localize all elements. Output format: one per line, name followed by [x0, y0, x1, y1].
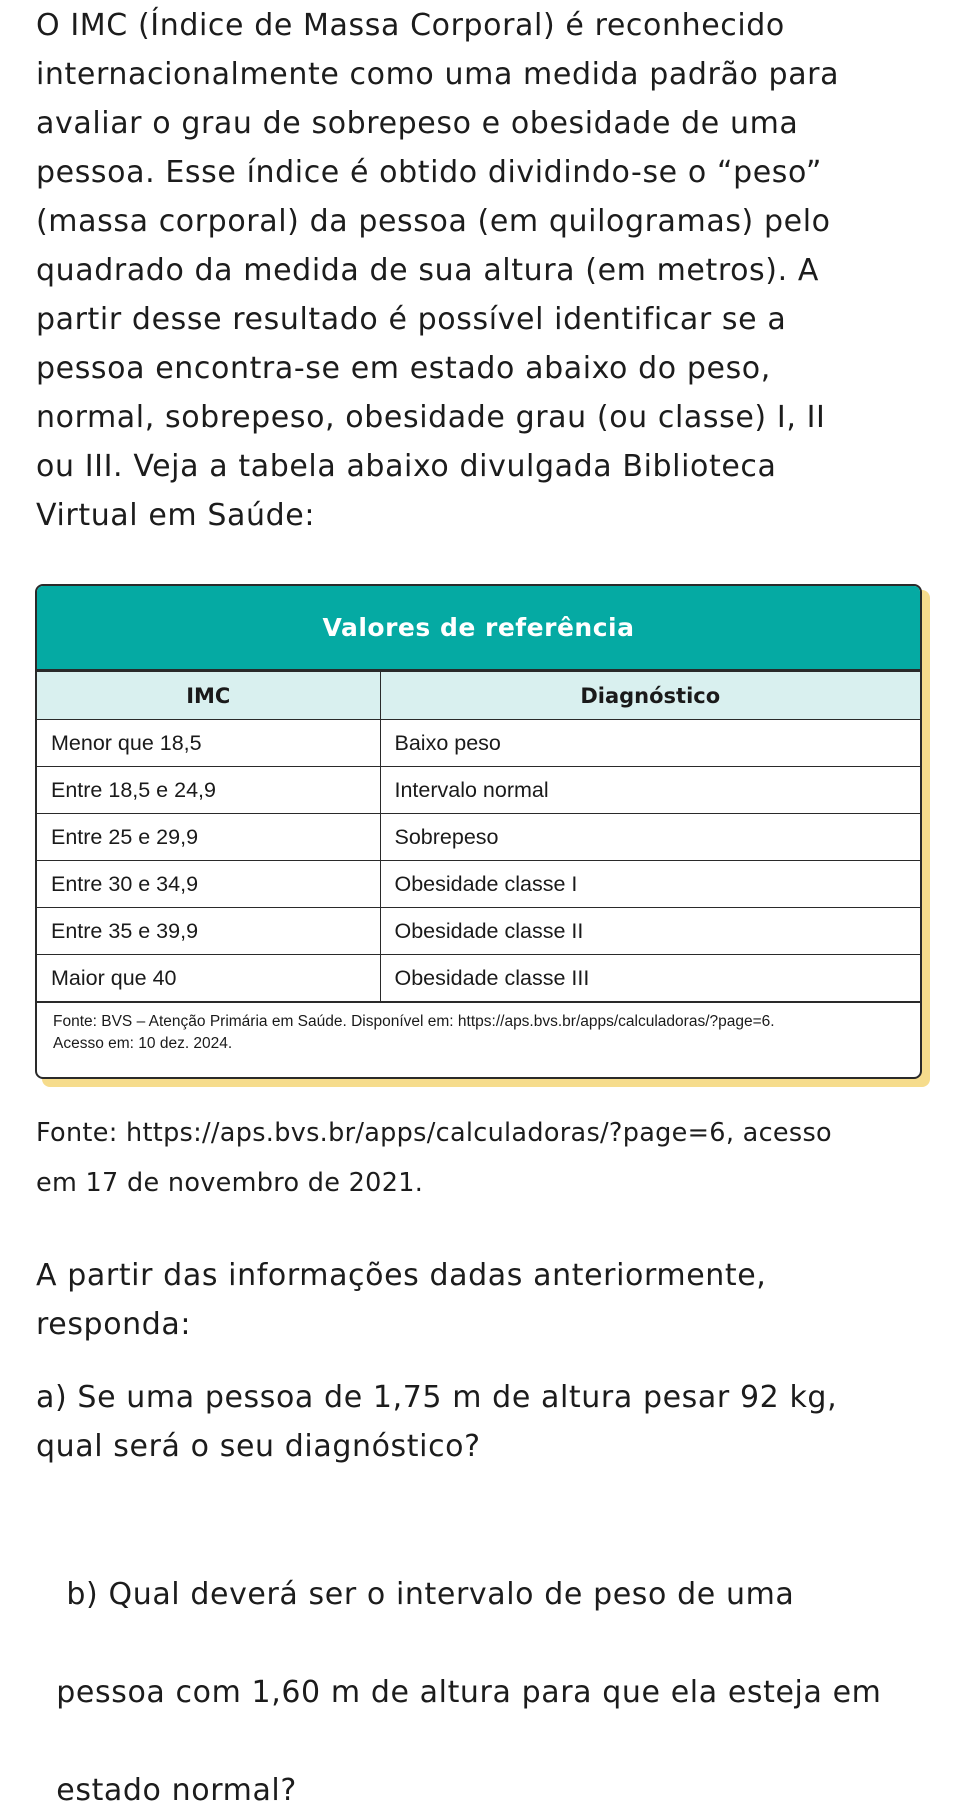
diagnosis-cell: Sobrepeso — [380, 814, 920, 861]
intro-line: internacionalmente como uma medida padrão para — [36, 57, 840, 92]
fonte-line: Fonte: https://aps.bvs.br/apps/calculadoras/?page=6, acesso — [36, 1118, 832, 1148]
diagnosis-cell: Obesidade classe II — [380, 908, 920, 955]
question-b-line: estado normal? — [56, 1773, 297, 1808]
header-imc: IMC — [37, 672, 380, 720]
intro-paragraph — [36, 1, 941, 540]
header-diagnostico: Diagnóstico — [380, 672, 920, 720]
table-row — [37, 720, 920, 767]
intro-line: ou III. Veja a tabela abaixo divulgada Biblioteca — [36, 449, 777, 484]
prompt-paragraph — [36, 1251, 941, 1349]
table-source-note — [37, 1003, 920, 1055]
prompt-line: responda: — [36, 1307, 192, 1342]
question-b-line: b) Qual deverá ser o intervalo de peso de uma — [56, 1577, 795, 1612]
intro-line: normal, sobrepeso, obesidade grau (ou classe) I, II — [36, 400, 826, 435]
imc-cell: Entre 35 e 39,9 — [37, 908, 380, 955]
question-a — [36, 1373, 941, 1471]
source-line: Fonte: BVS – Atenção Primária em Saúde. Disponível em: https://aps.bvs.br/apps/calculadoras/?page=6. — [53, 1013, 775, 1030]
question-a-line: qual será o seu diagnóstico? — [36, 1429, 481, 1464]
intro-line: avaliar o grau de sobrepeso e obesidade de uma — [36, 106, 799, 141]
question-b — [36, 1521, 941, 1815]
source-paragraph — [36, 1108, 941, 1208]
intro-line: pessoa. Esse índice é obtido dividindo-se o “peso” — [36, 155, 823, 190]
question-a-line: a) Se uma pessoa de 1,75 m de altura pesar 92 kg, — [36, 1380, 838, 1415]
table-row — [37, 767, 920, 814]
table-row — [37, 814, 920, 861]
prompt-line: A partir das informações dadas anteriormente, — [36, 1258, 767, 1293]
intro-line: quadrado da medida de sua altura (em metros). A — [36, 253, 819, 288]
diagnosis-cell: Baixo peso — [380, 720, 920, 767]
diagnosis-cell: Obesidade classe III — [380, 955, 920, 1003]
table-title: Valores de referência — [37, 586, 920, 671]
table-row — [37, 908, 920, 955]
reference-table-card — [35, 584, 922, 1079]
imc-cell: Entre 25 e 29,9 — [37, 814, 380, 861]
table-row — [37, 955, 920, 1003]
table-row — [37, 861, 920, 908]
intro-line: (massa corporal) da pessoa (em quilogramas) pelo — [36, 204, 831, 239]
intro-line: O IMC (Índice de Massa Corporal) é reconhecido — [36, 8, 785, 43]
imc-cell: Entre 18,5 e 24,9 — [37, 767, 380, 814]
intro-line: Virtual em Saúde: — [36, 498, 316, 533]
intro-line: pessoa encontra-se em estado abaixo do peso, — [36, 351, 771, 386]
question-b-line: pessoa com 1,60 m de altura para que ela esteja em — [56, 1675, 882, 1710]
diagnosis-cell: Obesidade classe I — [380, 861, 920, 908]
imc-cell: Entre 30 e 34,9 — [37, 861, 380, 908]
fonte-line: em 17 de novembro de 2021. — [36, 1168, 424, 1198]
imc-cell: Maior que 40 — [37, 955, 380, 1003]
diagnosis-cell: Intervalo normal — [380, 767, 920, 814]
table-header-row — [37, 672, 920, 720]
imc-cell: Menor que 18,5 — [37, 720, 380, 767]
source-line: Acesso em: 10 dez. 2024. — [53, 1035, 233, 1052]
reference-table — [37, 671, 920, 1003]
intro-line: partir desse resultado é possível identificar se a — [36, 302, 787, 337]
